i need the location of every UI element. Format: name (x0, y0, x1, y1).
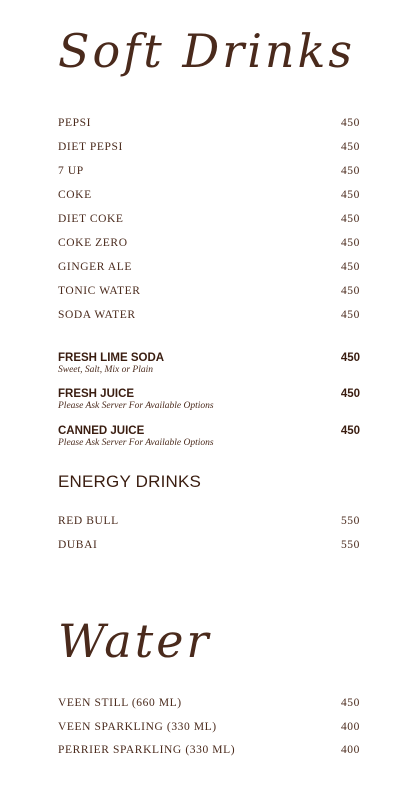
item-note: Please Ask Server For Available Options (58, 438, 214, 448)
item-price: 450 (340, 117, 360, 129)
item-name: DIET PEPSI (58, 141, 123, 153)
item-price: 550 (340, 539, 360, 551)
item-name: TONIC WATER (58, 285, 141, 297)
menu-item (58, 744, 360, 756)
menu-item (58, 165, 360, 177)
item-price: 450 (340, 165, 360, 177)
water-title: Water (58, 614, 212, 668)
special-item (58, 425, 360, 448)
item-price: 450 (340, 388, 360, 400)
item-name: VEEN SPARKLING (330 ML) (58, 721, 217, 733)
item-name: FRESH JUICE (58, 388, 135, 400)
menu-item (58, 141, 360, 153)
menu-item (58, 285, 360, 297)
item-price: 450 (340, 285, 360, 297)
item-price: 450 (340, 309, 360, 321)
menu-item (58, 189, 360, 201)
special-item (58, 388, 360, 411)
item-price: 450 (340, 352, 360, 364)
item-price: 450 (340, 189, 360, 201)
item-price: 450 (340, 261, 360, 273)
item-price: 450 (340, 141, 360, 153)
item-name: GINGER ALE (58, 261, 133, 273)
menu-item (58, 515, 360, 527)
item-price: 450 (340, 213, 360, 225)
menu-item (58, 539, 360, 551)
item-price: 450 (340, 697, 360, 709)
item-price: 550 (340, 515, 360, 527)
menu-item (58, 697, 360, 709)
item-price: 450 (340, 237, 360, 249)
item-name: CANNED JUICE (58, 425, 145, 437)
soft-drinks-title: Soft Drinks (58, 24, 356, 78)
item-note: Please Ask Server For Available Options (58, 401, 214, 411)
special-item (58, 352, 360, 375)
menu-item (58, 309, 360, 321)
menu-item (58, 117, 360, 129)
item-price: 450 (340, 425, 360, 437)
item-price: 400 (340, 744, 360, 756)
item-name: FRESH LIME SODA (58, 352, 165, 364)
item-name: PEPSI (58, 117, 92, 129)
menu-item (58, 721, 360, 733)
item-name: PERRIER SPARKLING (330 ML) (58, 744, 236, 756)
item-name: 7 UP (58, 165, 84, 177)
item-name: DUBAI (58, 539, 98, 551)
menu-item (58, 237, 360, 249)
menu-item (58, 213, 360, 225)
item-name: COKE ZERO (58, 237, 128, 249)
item-name: COKE (58, 189, 92, 201)
item-name: RED BULL (58, 515, 119, 527)
item-note: Sweet, Salt, Mix or Plain (58, 365, 153, 375)
item-name: SODA WATER (58, 309, 136, 321)
item-name: DIET COKE (58, 213, 124, 225)
item-price: 400 (340, 721, 360, 733)
item-name: VEEN STILL (660 ML) (58, 697, 182, 709)
energy-drinks-heading: ENERGY DRINKS (58, 472, 202, 491)
menu-item (58, 261, 360, 273)
